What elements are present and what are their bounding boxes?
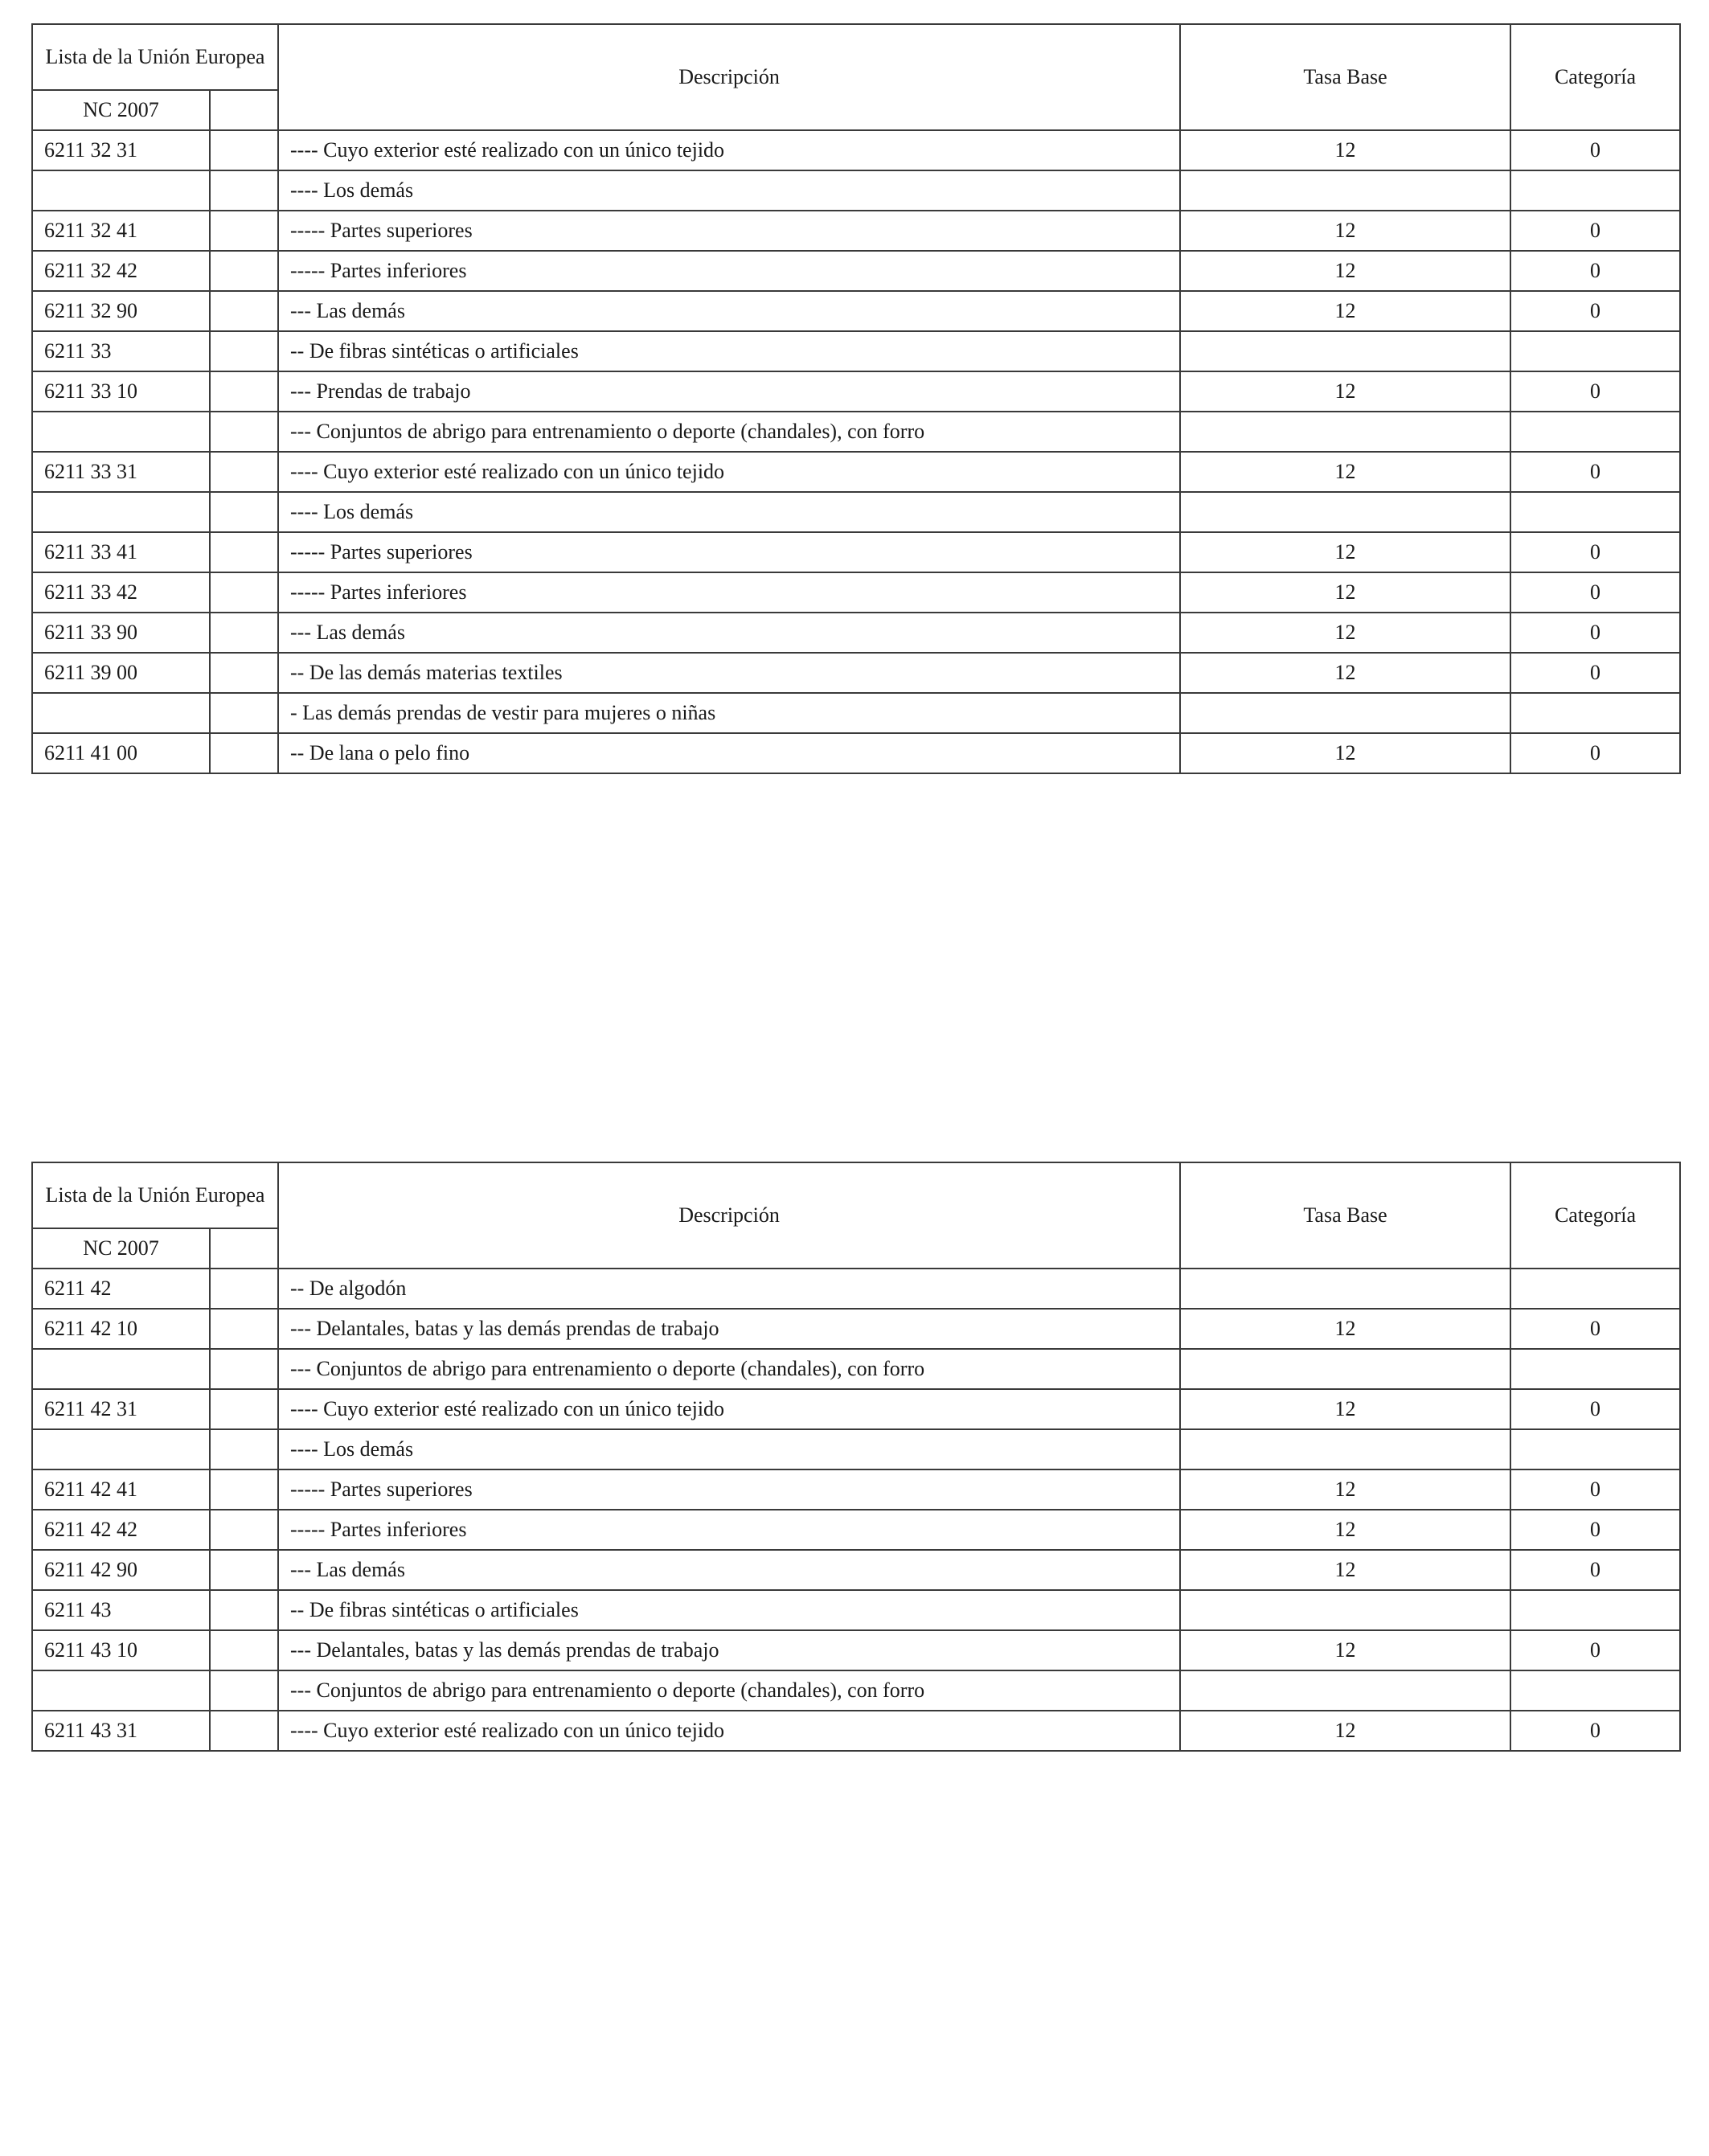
tariff-table-2: [31, 1162, 1681, 1752]
extra-cell: [210, 733, 278, 773]
cn-code-cell: 6211 43: [32, 1590, 210, 1630]
eu-list-header: Lista de la Unión Europea: [32, 1162, 278, 1228]
base-rate-cell: 12: [1180, 251, 1510, 291]
base-rate-cell: 12: [1180, 653, 1510, 693]
category-header: Categoría: [1510, 1162, 1680, 1269]
extra-cell: [210, 653, 278, 693]
extra-cell: [210, 1711, 278, 1751]
extra-cell: [210, 1510, 278, 1550]
nc-extra-header: [210, 1228, 278, 1269]
base-rate-cell: 12: [1180, 1309, 1510, 1349]
description-cell: - Las demás prendas de vestir para mujeres o niñas: [278, 693, 1180, 733]
base-rate-cell: 12: [1180, 532, 1510, 572]
table-header: [32, 1162, 1680, 1269]
table-row: [32, 1630, 1680, 1670]
table-row: [32, 291, 1680, 331]
extra-cell: [210, 492, 278, 532]
category-cell: 0: [1510, 211, 1680, 251]
cn-code-cell: 6211 33 41: [32, 532, 210, 572]
category-cell: [1510, 1590, 1680, 1630]
base-rate-cell: [1180, 170, 1510, 211]
category-cell: 0: [1510, 532, 1680, 572]
cn-code-cell: 6211 33: [32, 331, 210, 371]
extra-cell: [210, 371, 278, 412]
base-rate-cell: [1180, 1349, 1510, 1389]
category-cell: [1510, 1670, 1680, 1711]
cn-code-cell: 6211 43 31: [32, 1711, 210, 1751]
cn-code-cell: [32, 1349, 210, 1389]
cn-code-cell: [32, 412, 210, 452]
table-row: [32, 170, 1680, 211]
category-cell: [1510, 412, 1680, 452]
description-cell: ----- Partes inferiores: [278, 1510, 1180, 1550]
extra-cell: [210, 170, 278, 211]
cn-code-cell: 6211 41 00: [32, 733, 210, 773]
base-rate-cell: [1180, 1269, 1510, 1309]
table-row: [32, 1670, 1680, 1711]
nc-header: NC 2007: [32, 1228, 210, 1269]
description-cell: -- De las demás materias textiles: [278, 653, 1180, 693]
cn-code-cell: 6211 33 31: [32, 452, 210, 492]
category-cell: 0: [1510, 613, 1680, 653]
description-cell: --- Las demás: [278, 291, 1180, 331]
cn-code-cell: 6211 33 42: [32, 572, 210, 613]
cn-code-cell: 6211 42 10: [32, 1309, 210, 1349]
base-rate-cell: [1180, 1590, 1510, 1630]
table-row: [32, 733, 1680, 773]
extra-cell: [210, 1269, 278, 1309]
cn-code-cell: 6211 32 31: [32, 130, 210, 170]
cn-code-cell: 6211 32 90: [32, 291, 210, 331]
base-rate-cell: 12: [1180, 211, 1510, 251]
description-cell: ----- Partes inferiores: [278, 251, 1180, 291]
category-header: Categoría: [1510, 24, 1680, 130]
category-cell: [1510, 693, 1680, 733]
extra-cell: [210, 452, 278, 492]
table-header: [32, 24, 1680, 130]
category-cell: 0: [1510, 1711, 1680, 1751]
table-body: [32, 1269, 1680, 1751]
category-cell: 0: [1510, 291, 1680, 331]
table-row: [32, 1510, 1680, 1550]
description-cell: --- Conjuntos de abrigo para entrenamiento o deporte (chandales), con forro: [278, 1670, 1180, 1711]
description-cell: -- De lana o pelo fino: [278, 733, 1180, 773]
extra-cell: [210, 130, 278, 170]
table-row: [32, 1550, 1680, 1590]
base-rate-cell: 12: [1180, 452, 1510, 492]
description-cell: ----- Partes superiores: [278, 1469, 1180, 1510]
description-cell: --- Conjuntos de abrigo para entrenamiento o deporte (chandales), con forro: [278, 1349, 1180, 1389]
description-cell: ---- Cuyo exterior esté realizado con un único tejido: [278, 1389, 1180, 1429]
table-row: [32, 452, 1680, 492]
cn-code-cell: 6211 42 90: [32, 1550, 210, 1590]
cn-code-cell: [32, 170, 210, 211]
description-cell: --- Las demás: [278, 613, 1180, 653]
table-row: [32, 1309, 1680, 1349]
table-row: [32, 1711, 1680, 1751]
base-rate-cell: [1180, 693, 1510, 733]
table-body: [32, 130, 1680, 773]
table-row: [32, 492, 1680, 532]
base-rate-cell: [1180, 331, 1510, 371]
table-row: [32, 1349, 1680, 1389]
extra-cell: [210, 1349, 278, 1389]
table-row: [32, 1590, 1680, 1630]
extra-cell: [210, 1670, 278, 1711]
extra-cell: [210, 291, 278, 331]
category-cell: 0: [1510, 452, 1680, 492]
description-cell: ---- Cuyo exterior esté realizado con un único tejido: [278, 1711, 1180, 1751]
base-rate-cell: 12: [1180, 1550, 1510, 1590]
table-row: [32, 412, 1680, 452]
base-rate-cell: [1180, 412, 1510, 452]
table-row: [32, 1429, 1680, 1469]
category-cell: 0: [1510, 130, 1680, 170]
table-row: [32, 251, 1680, 291]
extra-cell: [210, 331, 278, 371]
base-rate-cell: 12: [1180, 1510, 1510, 1550]
category-cell: 0: [1510, 1550, 1680, 1590]
cn-code-cell: 6211 32 41: [32, 211, 210, 251]
cn-code-cell: 6211 43 10: [32, 1630, 210, 1670]
description-cell: ---- Los demás: [278, 170, 1180, 211]
extra-cell: [210, 211, 278, 251]
extra-cell: [210, 1469, 278, 1510]
description-cell: ---- Cuyo exterior esté realizado con un único tejido: [278, 452, 1180, 492]
category-cell: 0: [1510, 1630, 1680, 1670]
cn-code-cell: 6211 39 00: [32, 653, 210, 693]
table-row: [32, 613, 1680, 653]
extra-cell: [210, 693, 278, 733]
extra-cell: [210, 1309, 278, 1349]
base-rate-cell: 12: [1180, 291, 1510, 331]
description-cell: ----- Partes superiores: [278, 211, 1180, 251]
nc-extra-header: [210, 90, 278, 130]
table-row: [32, 130, 1680, 170]
cn-code-cell: 6211 33 10: [32, 371, 210, 412]
description-cell: -- De fibras sintéticas o artificiales: [278, 331, 1180, 371]
category-cell: 0: [1510, 733, 1680, 773]
extra-cell: [210, 1550, 278, 1590]
base-rate-cell: 12: [1180, 1711, 1510, 1751]
eu-list-header: Lista de la Unión Europea: [32, 24, 278, 90]
category-cell: [1510, 492, 1680, 532]
cn-code-cell: [32, 1670, 210, 1711]
table-row: [32, 532, 1680, 572]
extra-cell: [210, 1630, 278, 1670]
table-row: [32, 1469, 1680, 1510]
category-cell: [1510, 1429, 1680, 1469]
base-rate-header: Tasa Base: [1180, 24, 1510, 130]
extra-cell: [210, 251, 278, 291]
extra-cell: [210, 572, 278, 613]
category-cell: 0: [1510, 371, 1680, 412]
category-cell: [1510, 170, 1680, 211]
description-cell: ---- Los demás: [278, 1429, 1180, 1469]
base-rate-cell: 12: [1180, 371, 1510, 412]
description-cell: --- Delantales, batas y las demás prendas de trabajo: [278, 1309, 1180, 1349]
table-row: [32, 371, 1680, 412]
category-cell: 0: [1510, 653, 1680, 693]
base-rate-cell: [1180, 1670, 1510, 1711]
table-row: [32, 331, 1680, 371]
table-row: [32, 1389, 1680, 1429]
base-rate-cell: 12: [1180, 1469, 1510, 1510]
extra-cell: [210, 1389, 278, 1429]
category-cell: [1510, 1349, 1680, 1389]
extra-cell: [210, 412, 278, 452]
cn-code-cell: 6211 33 90: [32, 613, 210, 653]
cn-code-cell: 6211 42 41: [32, 1469, 210, 1510]
base-rate-cell: 12: [1180, 130, 1510, 170]
base-rate-cell: [1180, 1429, 1510, 1469]
cn-code-cell: 6211 42 31: [32, 1389, 210, 1429]
cn-code-cell: 6211 42 42: [32, 1510, 210, 1550]
description-cell: -- De fibras sintéticas o artificiales: [278, 1590, 1180, 1630]
description-cell: ---- Cuyo exterior esté realizado con un único tejido: [278, 130, 1180, 170]
cn-code-cell: [32, 693, 210, 733]
description-cell: ----- Partes superiores: [278, 532, 1180, 572]
extra-cell: [210, 1590, 278, 1630]
table-row: [32, 653, 1680, 693]
tariff-table-1: [31, 23, 1681, 774]
category-cell: 0: [1510, 572, 1680, 613]
table-row: [32, 211, 1680, 251]
base-rate-cell: 12: [1180, 572, 1510, 613]
table-row: [32, 693, 1680, 733]
description-cell: --- Conjuntos de abrigo para entrenamiento o deporte (chandales), con forro: [278, 412, 1180, 452]
extra-cell: [210, 1429, 278, 1469]
category-cell: 0: [1510, 1309, 1680, 1349]
category-cell: 0: [1510, 251, 1680, 291]
category-cell: [1510, 331, 1680, 371]
description-cell: ----- Partes inferiores: [278, 572, 1180, 613]
cn-code-cell: [32, 492, 210, 532]
category-cell: 0: [1510, 1510, 1680, 1550]
description-cell: --- Prendas de trabajo: [278, 371, 1180, 412]
description-header: Descripción: [278, 1162, 1180, 1269]
nc-header: NC 2007: [32, 90, 210, 130]
table-row: [32, 572, 1680, 613]
base-rate-cell: 12: [1180, 1389, 1510, 1429]
cn-code-cell: 6211 42: [32, 1269, 210, 1309]
cn-code-cell: 6211 32 42: [32, 251, 210, 291]
extra-cell: [210, 613, 278, 653]
description-cell: ---- Los demás: [278, 492, 1180, 532]
description-header: Descripción: [278, 24, 1180, 130]
category-cell: [1510, 1269, 1680, 1309]
cn-code-cell: [32, 1429, 210, 1469]
description-cell: -- De algodón: [278, 1269, 1180, 1309]
base-rate-cell: [1180, 492, 1510, 532]
base-rate-cell: 12: [1180, 613, 1510, 653]
table-row: [32, 1269, 1680, 1309]
base-rate-cell: 12: [1180, 1630, 1510, 1670]
category-cell: 0: [1510, 1469, 1680, 1510]
description-cell: --- Delantales, batas y las demás prendas de trabajo: [278, 1630, 1180, 1670]
base-rate-header: Tasa Base: [1180, 1162, 1510, 1269]
extra-cell: [210, 532, 278, 572]
base-rate-cell: 12: [1180, 733, 1510, 773]
description-cell: --- Las demás: [278, 1550, 1180, 1590]
category-cell: 0: [1510, 1389, 1680, 1429]
